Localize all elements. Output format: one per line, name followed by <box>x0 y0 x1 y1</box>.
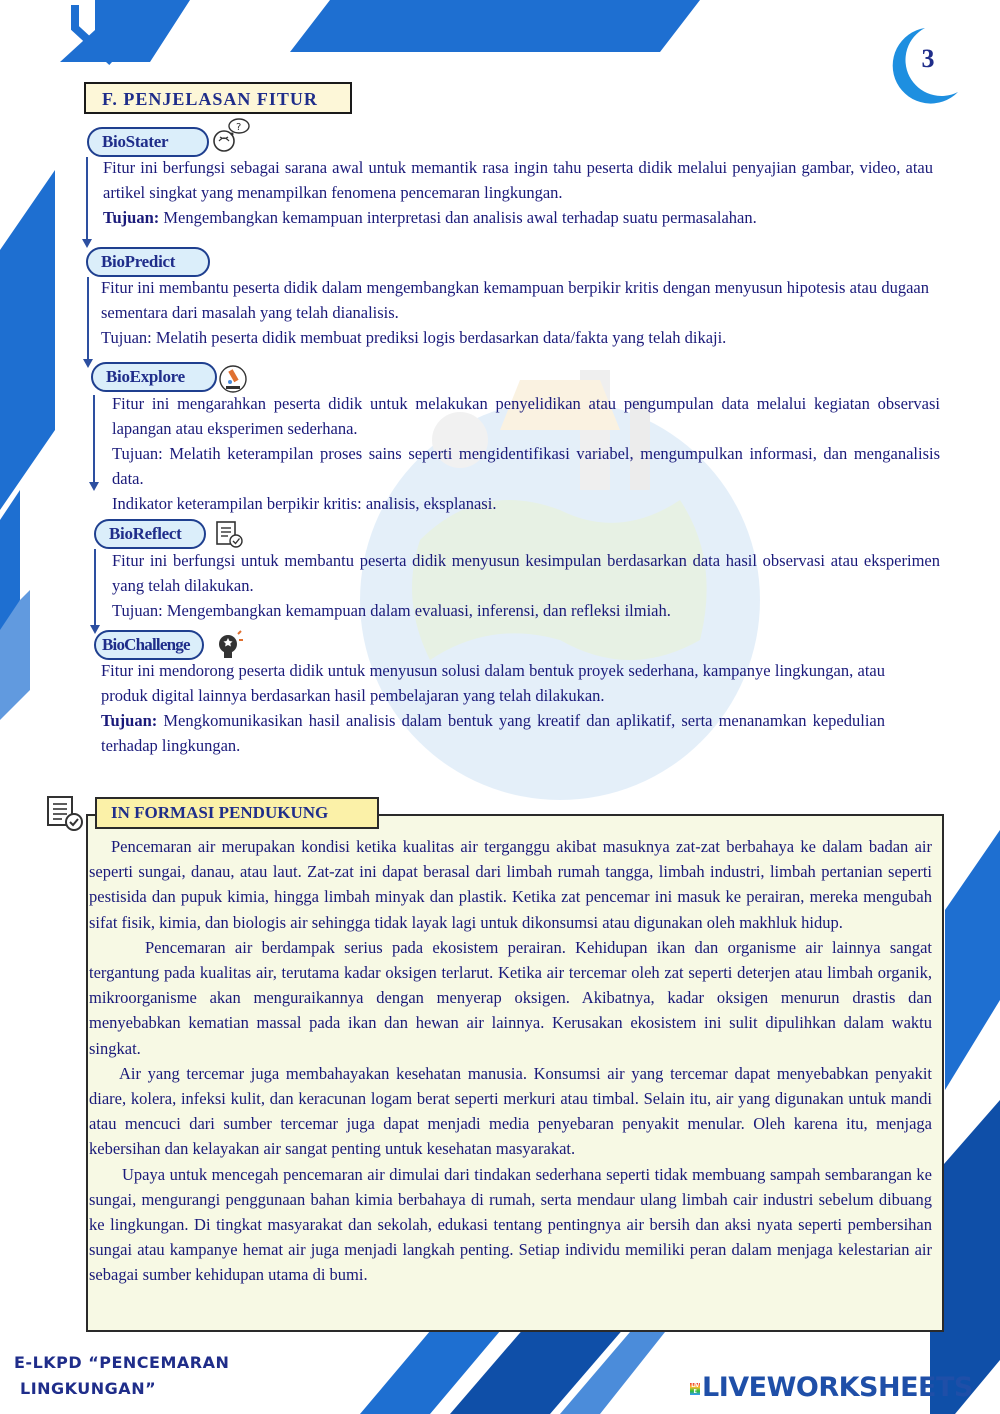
logo-text: LIVEWORKSHEETS <box>702 1372 973 1403</box>
footer-title-line: E-LKPD “PENCEMARAN <box>14 1353 230 1372</box>
flow-arrow-1 <box>82 239 92 248</box>
section-title: F. PENJELASAN FITUR <box>84 82 352 114</box>
feature-paragraph: Fitur ini berfungsi sebagai sarana awal untuk memantik rasa ingin tahu peserta didik melalui penyajian gambar, video, atau artikel singkat yang menampilkan fenomena pencemaran lingkungan. <box>103 158 933 202</box>
flow-arrow-3 <box>89 482 99 491</box>
feature-text-biostater <box>103 155 933 230</box>
svg-text:?: ? <box>236 122 242 133</box>
feature-text-biopredict <box>101 275 929 350</box>
flow-line-2 <box>87 277 89 360</box>
feature-text-biochallenge <box>101 658 885 758</box>
feature-text-bioreflect <box>112 548 940 623</box>
flow-arrow-2 <box>83 359 93 368</box>
logo-badge: LIVE <box>691 1382 699 1395</box>
footer-title <box>14 1350 314 1402</box>
document-checklist-icon <box>44 793 86 833</box>
flow-line-4 <box>94 549 96 626</box>
footer-title-line: LINGKUNGAN” <box>20 1379 157 1398</box>
feature-pill-biostater: BioStater <box>87 127 209 157</box>
page-number: 3 <box>921 44 935 73</box>
feature-paragraph: Tujuan: Mengembangkan kemampuan interpretasi dan analisis awal terhadap suatu permasalahan. <box>103 208 757 227</box>
feature-paragraph: Fitur ini berfungsi untuk membantu peserta didik menyusun kesimpulan berdasarkan data hasil observasi atau eksperimen yang telah dilakukan. <box>112 551 940 595</box>
info-paragraph: Pencemaran air berdampak serius pada ekosistem perairan. Kehidupan ikan dan organisme air lainnya sangat tergantung pada kualitas air, terutama kadar oksigen terlarut. Ketika air tercemar oleh zat seperti deterjen atau limbah organik, mikroorganisme akan menguraikannya dengan menyerap oksigen. Akibatnya, kadar oksigen menurun drastis dan menyebabkan kematian massal pada ikan dan hewan air lainnya. Kerusakan ekosistem ini sulit dipulihkan dalam waktu singkat. <box>89 937 932 1058</box>
info-title: IN FORMASI PENDUKUNG <box>95 797 379 829</box>
microscope-icon <box>218 364 248 394</box>
feature-pill-biopredict: BioPredict <box>86 247 210 277</box>
info-paragraph: Upaya untuk mencegah pencemaran air dimulai dari tindakan sederhana seperti tidak membuang sampah sembarangan ke sungai, mengurangi penggunaan bahan kimia berbahaya di rumah, serta mendaur ulang limbah cair industri sebelum dibuang ke lingkungan. Di tingkat masyarakat dan sekolah, edukasi tentang pentingnya air bersih dan aksi nyata seperti pembersihan sungai atau kampanye hemat air juga menjadi langkah penting. Setiap individu memiliki peran dalam menjaga kelestarian air sebagai sumber kehidupan utama di bumi. <box>89 1164 932 1285</box>
brain-question-icon <box>211 117 251 153</box>
feature-paragraph: Tujuan: Mengkomunikasikan hasil analisis dalam bentuk yang kreatif dan aplikatif, serta menanamkan kepedulian terhadap lingkungan. <box>101 711 885 755</box>
liveworksheets-logo[interactable] <box>690 1372 973 1403</box>
feature-paragraph: Fitur ini membantu peserta didik dalam mengembangkan kemampuan berpikir kritis dengan menyusun hipotesis atau dugaan sementara dari masalah yang telah dianalisis. <box>101 278 929 322</box>
info-paragraph: Pencemaran air merupakan kondisi ketika kualitas air terganggu akibat masuknya zat-zat berbahaya ke dalam badan air seperti sungai, danau, atau laut. Zat-zat ini dapat berasal dari limbah rumah tangga, limbah industri, limbah pertanian seperti pestisida dan pupuk kimia, hingga limbah minyak dan plastik. Ketika zat pencemar ini masuk ke perairan, mereka mengubah sifat fisik, kimia, dan biologis air sehingga tidak layak lagi untuk dikonsumsi atau digunakan oleh makhluk hidup. <box>89 837 932 932</box>
feature-paragraph: Tujuan: Melatih keterampilan proses sains seperti mengidentifikasi variabel, mengumpulkan informasi, dan menganalisis data. <box>112 444 940 488</box>
feature-paragraph: Fitur ini mendorong peserta didik untuk menyusun solusi dalam bentuk proyek sederhana, kampanye lingkungan, atau produk digital lainnya berdasarkan hasil pembelajaran yang telah dilakukan. <box>101 661 885 705</box>
feature-pill-biochallenge: BioChallenge <box>94 630 204 660</box>
checklist-icon <box>214 519 244 549</box>
info-text <box>89 834 932 1288</box>
feature-paragraph: Fitur ini mengarahkan peserta didik untuk melakukan penyelidikan atau pengumpulan data melalui kegiatan observasi lapangan atau eksperimen sederhana. <box>112 394 940 438</box>
feature-paragraph: Indikator keterampilan berpikir kritis: analisis, eksplanasi. <box>112 494 497 513</box>
info-paragraph: Air yang tercemar juga membahayakan kesehatan manusia. Konsumsi air yang tercemar dapat menyebabkan penyakit diare, kolera, infeksi kulit, dan keracunan logam berat seperti merkuri atau timbal. Selain itu, air yang digunakan untuk mandi atau mencuci dari sumber tercemar juga dapat menjadi media penyebaran penyakit menular. Oleh karena itu, menjaga kebersihan dan kelayakan air sangat penting untuk kesehatan masyarakat. <box>89 1063 932 1159</box>
feature-paragraph: Tujuan: Mengembangkan kemampuan dalam evaluasi, inferensi, dan refleksi ilmiah. <box>112 601 671 620</box>
flow-line-1 <box>86 157 88 240</box>
flow-line-3 <box>93 395 95 483</box>
feature-pill-bioreflect: BioReflect <box>94 519 206 549</box>
feature-text-bioexplore <box>112 391 940 516</box>
feature-paragraph: Tujuan: Melatih peserta didik membuat prediksi logis berdasarkan data/fakta yang telah dikaji. <box>101 328 727 347</box>
feature-pill-bioexplore: BioExplore <box>91 362 217 392</box>
